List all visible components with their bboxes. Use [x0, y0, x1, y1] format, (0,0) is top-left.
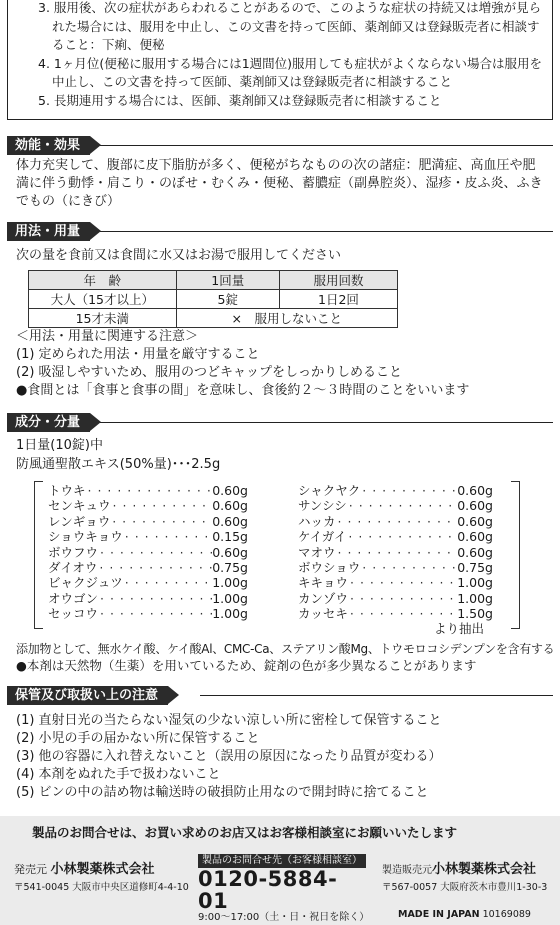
- table-cell-times: 1日2回: [279, 290, 397, 309]
- maker-block: [382, 858, 536, 877]
- ingredient-column-right: [298, 483, 493, 622]
- maker-name: 小林製薬株式会社: [432, 862, 537, 877]
- ingredient-row: [298, 529, 493, 544]
- maker-label: 製造販売元: [382, 865, 432, 876]
- support-hours: 9:00～17:00（土・日・祝日を除く）: [198, 912, 370, 923]
- dot-leader: [360, 483, 457, 498]
- seller-label: 発売元: [14, 863, 47, 876]
- ingredient-amount: 1.00g: [457, 575, 493, 591]
- divider: [200, 695, 553, 696]
- dot-leader: [348, 591, 457, 606]
- ingredient-row: [298, 591, 493, 606]
- ingredient-name: サンシシ: [298, 498, 347, 514]
- dot-leader: [98, 545, 212, 560]
- ingredient-amount: 1.00g: [212, 590, 248, 606]
- ingredient-row: [298, 575, 493, 590]
- ingredient-row: [48, 575, 248, 590]
- ingredient-row: [298, 560, 493, 575]
- table-cell-amount: 5錠: [176, 290, 279, 309]
- maker-address: 〒567-0057 大阪府茨木市豊川1-30-3: [382, 882, 548, 893]
- ingredient-row: [298, 606, 493, 621]
- storage-item-5: (5) ビンの中の詰め物は輸送時の破損防止用なので開封時に捨てること: [16, 785, 429, 800]
- ingredient-row: [298, 498, 493, 513]
- ingredient-amount: 1.00g: [212, 606, 248, 622]
- storage-item-1: (1) 直射日光の当たらない湿気の少ない涼しい所に密栓して保管すること: [16, 713, 442, 728]
- ingredient-name: ダイオウ: [48, 560, 98, 576]
- dosage-note-1: (1) 定められた用法・用量を厳守すること: [16, 347, 260, 362]
- ingredient-amount: 0.60g: [212, 498, 248, 514]
- bracket-left: [34, 481, 43, 629]
- ingredient-column-left: [48, 483, 248, 622]
- ingredient-name: トウキ: [48, 483, 86, 498]
- seller-block: [14, 858, 155, 877]
- origin-line: [398, 909, 531, 920]
- seller-address: 〒541-0045 大阪市中央区道修町4-4-10: [14, 882, 189, 893]
- ingredient-name: センキュウ: [48, 498, 111, 514]
- storage-item-3: (3) 他の容器に入れ替えないこと（誤用の原因になったり品質が変わる）: [16, 749, 442, 764]
- ingredient-name: ケイガイ: [298, 529, 347, 545]
- ingredient-name: ボウフウ: [48, 544, 99, 560]
- table-header-amount: 1回量: [176, 271, 279, 290]
- ingredient-name: マオウ: [298, 544, 336, 560]
- dot-leader: [348, 606, 457, 621]
- storage-heading: 保管及び取扱い上の注意: [7, 686, 168, 705]
- table-row: [29, 309, 398, 328]
- table-cell-note: × 服用しないこと: [176, 309, 397, 328]
- ingredient-amount: 0.60g: [457, 513, 493, 529]
- ingredient-amount: 0.60g: [212, 483, 248, 498]
- dot-leader: [360, 560, 457, 575]
- storage-item-2: (2) 小児の手の届かない所に保管すること: [16, 731, 260, 746]
- inquiry-notice: 製品のお問合せは、お買い求めのお店又はお客様相談室にお願いいたします: [32, 825, 458, 840]
- dot-leader: [110, 514, 212, 529]
- ingredient-amount: 0.60g: [457, 529, 493, 545]
- divider: [100, 231, 553, 232]
- storage-item-4: (4) 本剤をぬれた手で扱わないこと: [16, 767, 221, 782]
- extract-amount: 防風通聖散エキス(50%量)･･･2.5g: [16, 457, 221, 472]
- seller-name: 小林製薬株式会社: [50, 862, 155, 877]
- ingredient-row: [48, 545, 248, 560]
- ingredient-row: [298, 514, 493, 529]
- divider: [100, 422, 553, 423]
- ingredient-name: カッセキ: [298, 606, 348, 622]
- dosage-note-3: ●食間とは「食事と食事の間」を意味し、食後約２～３時間のことをいいます: [16, 383, 470, 398]
- dot-leader: [336, 545, 458, 560]
- dosage-heading: 用法・用量: [7, 222, 90, 241]
- ingredient-name: シャクヤク: [298, 483, 361, 498]
- ingredient-row: [48, 483, 248, 498]
- made-in: MADE IN JAPAN: [398, 909, 480, 920]
- caution-item-5: 5. 長期連用する場合には、医師、薬剤師又は登録販売者に相談すること: [38, 92, 442, 108]
- dot-leader: [111, 498, 213, 513]
- ingredients-heading: 成分・分量: [7, 413, 90, 432]
- divider: [100, 145, 553, 146]
- ingredient-amount: 0.75g: [212, 560, 248, 576]
- ingredient-name: ビャクジュツ: [48, 575, 123, 591]
- phone-box: [198, 854, 370, 923]
- daily-amount: 1日量(10錠)中: [16, 438, 103, 453]
- caution-item-4: 4. 1ヶ月位(便秘に服用する場合には1週間位)服用しても症状がよくならない場合は服用を中止し、この文書を持って医師、薬剤師又は登録販売者に相談すること: [38, 55, 543, 89]
- ingredient-amount: 1.00g: [457, 590, 493, 606]
- ingredient-amount: 1.00g: [212, 575, 248, 591]
- ingredient-name: オウゴン: [48, 590, 99, 606]
- table-row: [29, 290, 398, 309]
- ingredient-amount: 1.50g: [457, 606, 493, 622]
- ingredient-amount: 0.15g: [212, 529, 248, 545]
- efficacy-text: 体力充実して、腹部に皮下脂肪が多く、便秘がちなものの次の諸症：肥満症、高血圧や肥満に伴う動悸・肩こり・のぼせ・むくみ・便秘、蓄膿症（副鼻腔炎）、湿疹・皮ふ炎、ふきでもの（にきび）: [16, 158, 543, 209]
- ingredient-row: [48, 591, 248, 606]
- ingredient-row: [298, 483, 493, 498]
- table-header-row: [29, 271, 398, 290]
- dot-leader: [347, 498, 457, 513]
- ingredient-name: カンゾウ: [298, 590, 349, 606]
- ingredient-name: キキョウ: [298, 575, 349, 591]
- ingredient-amount: 0.60g: [457, 483, 493, 498]
- caution-item-3: 3. 服用後、次の症状があらわれることがあるので、このような症状の持続又は増強が見られた場合には、服用を中止し、この文書を持って医師、薬剤師又は登録販売者に相談すること：下痢、便秘: [38, 0, 542, 52]
- product-code: 10169089: [482, 909, 531, 920]
- dot-leader: [86, 483, 213, 498]
- ingredient-name: セッコウ: [48, 606, 99, 622]
- ingredient-row: [48, 529, 248, 544]
- dot-leader: [123, 575, 212, 590]
- ingredient-name: レンギョウ: [48, 513, 111, 529]
- dot-leader: [336, 514, 458, 529]
- phone-number[interactable]: 0120-5884-01: [198, 867, 338, 913]
- ingredient-amount: 0.60g: [212, 513, 248, 529]
- table-cell-age: 15才未満: [29, 309, 177, 328]
- table-cell-age: 大人（15才以上）: [29, 290, 177, 309]
- table-header-age: 年 齢: [29, 271, 177, 290]
- table-header-times: 服用回数: [279, 271, 397, 290]
- ingredient-row: [48, 514, 248, 529]
- efficacy-heading: 効能・効果: [7, 136, 90, 155]
- dosage-notes-title: ＜用法・用量に関連する注意＞: [16, 329, 199, 344]
- additives: 添加物として、無水ケイ酸、ケイ酸Al、CMC-Ca、ステアリン酸Mg、トウモロコシデンプンを含有する: [16, 642, 555, 656]
- dosage-table: [28, 270, 398, 328]
- dosage-intro: 次の量を食前又は食間に水又はお湯で服用してください: [16, 248, 342, 263]
- caution-box: [7, 0, 553, 120]
- ingredient-name: ボウショウ: [298, 560, 361, 576]
- phone-label: 製品のお問合せ先（お客様相談室）: [198, 854, 366, 868]
- dot-leader: [97, 560, 212, 575]
- ingredient-row: [298, 545, 493, 560]
- ingredient-row: [48, 498, 248, 513]
- dosage-note-2: (2) 吸湿しやすいため、服用のつどキャップをしっかりしめること: [16, 365, 403, 380]
- extract-note: より抽出: [434, 621, 485, 636]
- dot-leader: [98, 606, 212, 621]
- ingredient-name: ショウキョウ: [48, 529, 123, 545]
- ingredient-amount: 0.60g: [457, 544, 493, 560]
- ingredient-row: [48, 606, 248, 621]
- dot-leader: [123, 529, 212, 544]
- color-note: ●本剤は天然物（生薬）を用いているため、錠剤の色が多少異なることがあります: [16, 658, 477, 673]
- ingredient-amount: 0.75g: [457, 560, 493, 576]
- ingredient-amount: 0.60g: [212, 544, 248, 560]
- ingredient-amount: 0.60g: [457, 498, 493, 514]
- ingredient-name: ハッカ: [298, 513, 336, 529]
- ingredient-row: [48, 560, 248, 575]
- dot-leader: [98, 591, 212, 606]
- ingredient-list: [34, 481, 520, 636]
- dot-leader: [346, 529, 457, 544]
- dot-leader: [348, 575, 457, 590]
- bracket-right: [511, 481, 520, 629]
